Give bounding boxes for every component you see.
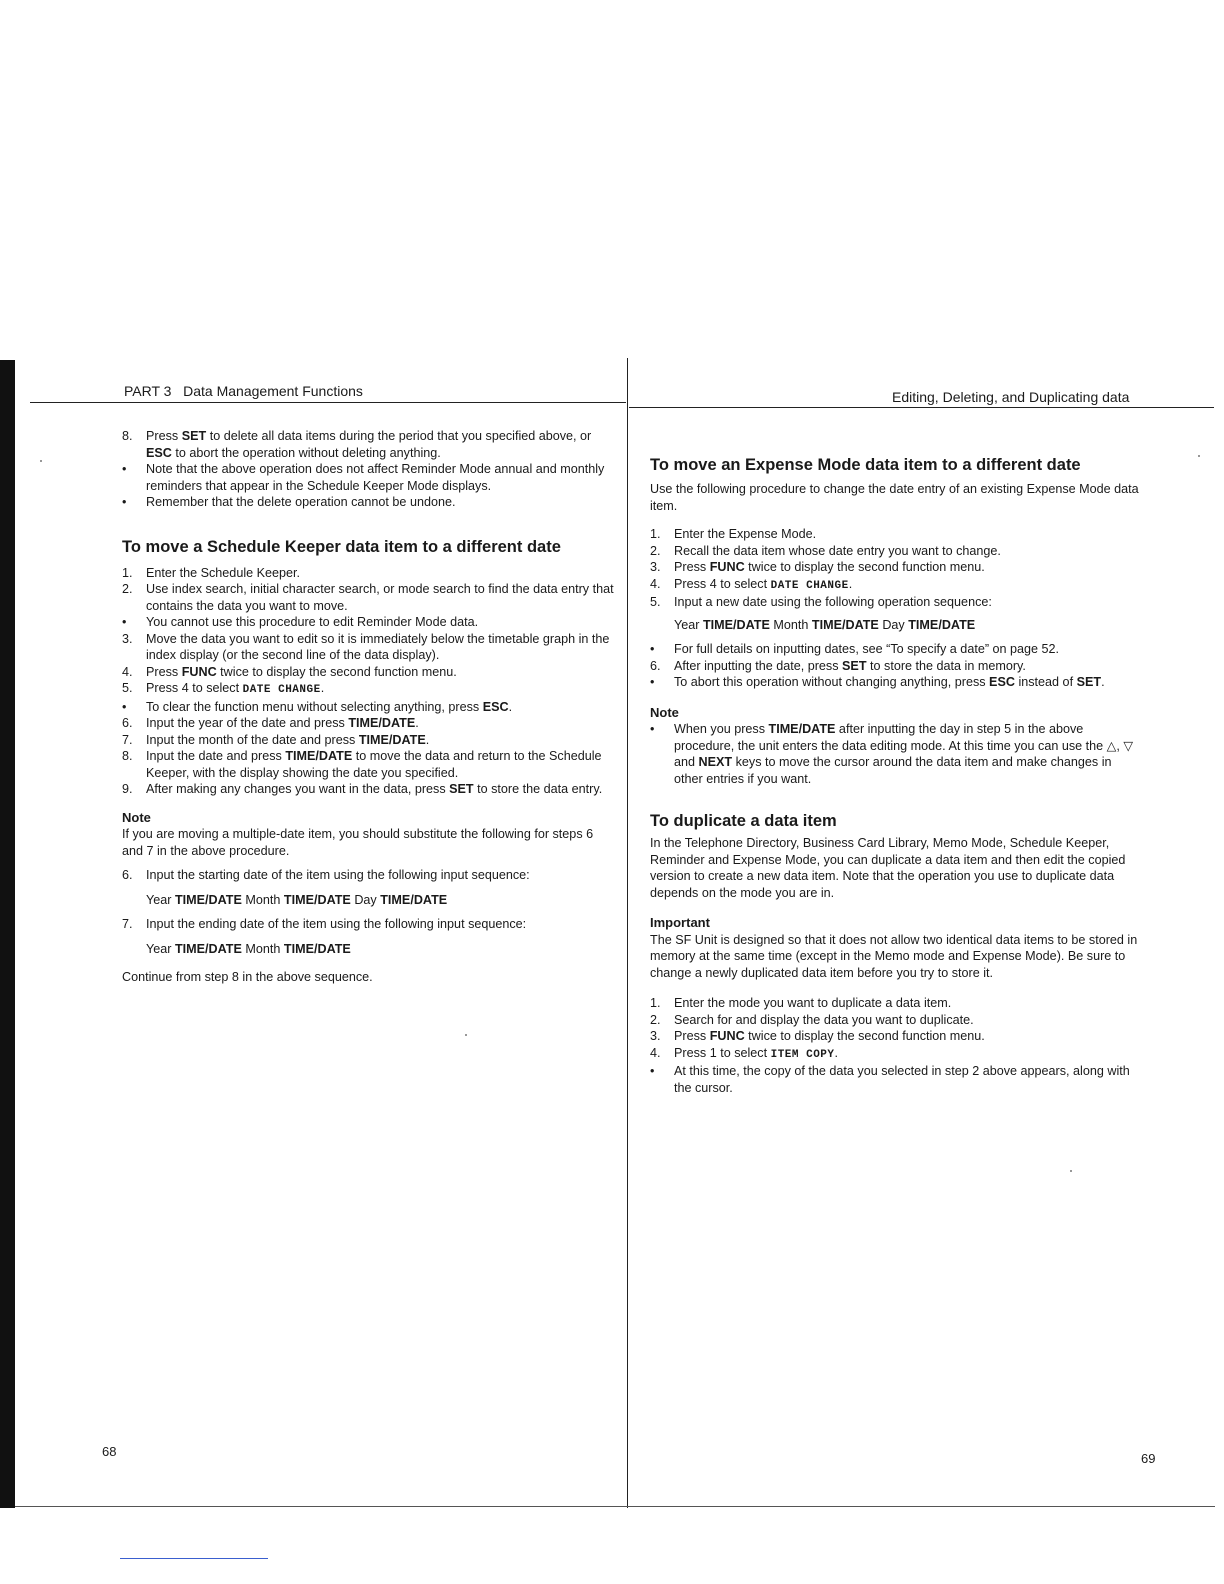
list-marker: 1. bbox=[650, 527, 661, 541]
item-text: Press SET to delete all data items during the period that you specified above, or ESC to abort the operation without deleting anything. bbox=[146, 429, 592, 460]
list-marker: 2. bbox=[650, 543, 661, 558]
step-item bbox=[650, 1012, 1142, 1029]
list-marker: • bbox=[122, 462, 127, 476]
step-item bbox=[122, 732, 616, 749]
list-marker: 3. bbox=[122, 631, 133, 646]
duplicate-steps bbox=[650, 995, 1142, 1096]
expense-intro: Use the following procedure to change the date entry of an existing Expense Mode data item. bbox=[650, 482, 1139, 513]
item-text: When you press TIME/DATE after inputting the day in step 5 in the above procedure, the unit enters the data editing mode. At this time you can use the △, ▽ and NEXT keys to move the cursor around the data item and make changes in other entries if you want. bbox=[674, 722, 1134, 786]
item-text: Input a new date using the following operation sequence: bbox=[674, 595, 992, 609]
list-marker: 3. bbox=[650, 560, 661, 574]
list-marker: 5. bbox=[122, 681, 133, 695]
item-text: Press FUNC twice to display the second function menu. bbox=[674, 1029, 985, 1043]
item-text: Search for and display the data you want to duplicate. bbox=[674, 1012, 974, 1027]
list-marker: • bbox=[650, 675, 655, 689]
note-heading: Note bbox=[122, 809, 151, 825]
step-item bbox=[122, 631, 616, 664]
expense-sequence: Year TIME/DATE Month TIME/DATE Day TIME/DATE bbox=[674, 617, 976, 632]
input-sequence: Year TIME/DATE Month TIME/DATE bbox=[146, 941, 351, 956]
left-page-number: 68 bbox=[102, 1444, 117, 1459]
item-text: Input the date and press TIME/DATE to move the data and return to the Schedule Keeper, with the display showing the date you specified. bbox=[146, 749, 602, 780]
item-text: After inputting the date, press SET to store the data in memory. bbox=[674, 658, 1026, 673]
list-marker: 6. bbox=[122, 868, 133, 882]
right-running-header: Editing, Deleting, and Duplicating data bbox=[892, 389, 1130, 405]
item-text: Remember that the delete operation cannot be undone. bbox=[146, 495, 456, 509]
expense-steps-continued bbox=[650, 641, 1142, 691]
item-text: Enter the Expense Mode. bbox=[674, 527, 817, 541]
step-item bbox=[122, 781, 616, 798]
list-marker: 8. bbox=[122, 749, 133, 763]
bullet-item bbox=[122, 461, 616, 494]
important-text: The SF Unit is designed so that it does not allow two identical data items to be stored in memory at the same time (except in the Memo mode and Expense Mode). Be sure to change a newly duplicated data item before you try to store it. bbox=[650, 932, 1138, 980]
section-title: To move a Schedule Keeper data item to a different date bbox=[122, 537, 561, 556]
step-item bbox=[650, 658, 1142, 675]
duplicate-intro: In the Telephone Directory, Business Card Library, Memo Mode, Schedule Keeper, Reminder and Expense Mode, you can duplicate a data item and then edit the copied version to create a new data item. Note that the operation you use to duplicate data depends on the mode you are in. bbox=[650, 836, 1126, 900]
list-marker: • bbox=[122, 615, 127, 629]
step-item bbox=[122, 581, 616, 614]
item-text: For full details on inputting dates, see “To specify a date” on page 52. bbox=[674, 642, 1060, 656]
scan-speck bbox=[40, 460, 42, 462]
item-text: To clear the function menu without selecting anything, press ESC. bbox=[146, 699, 513, 714]
step-item bbox=[650, 559, 1142, 576]
list-marker: 5. bbox=[650, 595, 661, 609]
right-column-content bbox=[650, 455, 1142, 1096]
section-steps bbox=[122, 565, 616, 798]
list-marker: • bbox=[650, 642, 655, 656]
right-header-rule bbox=[629, 407, 1214, 408]
item-text: Input the year of the date and press TIME/DATE. bbox=[146, 716, 419, 730]
list-marker: 1. bbox=[650, 996, 661, 1010]
step-item bbox=[122, 715, 616, 732]
item-text: Use index search, initial character search, or mode search to find the data entry that contains the data you want to move. bbox=[146, 582, 614, 613]
input-sequence: Year TIME/DATE Month TIME/DATE Day TIME/DATE bbox=[146, 892, 448, 907]
expense-note-items bbox=[650, 721, 1142, 787]
step-item bbox=[122, 748, 616, 781]
list-marker: 1. bbox=[122, 565, 133, 580]
item-text: Input the month of the date and press TIME/DATE. bbox=[146, 732, 430, 747]
list-marker: 4. bbox=[650, 576, 661, 591]
part-title: Data Management Functions bbox=[183, 383, 363, 399]
item-text: Press 4 to select DATE CHANGE. bbox=[674, 576, 853, 592]
continue-text: Continue from step 8 in the above sequence. bbox=[122, 970, 373, 984]
item-text: Enter the mode you want to duplicate a data item. bbox=[674, 996, 952, 1010]
scan-speck bbox=[1198, 455, 1200, 457]
left-column bbox=[122, 428, 616, 986]
item-text: Recall the data item whose date entry you want to change. bbox=[674, 543, 1001, 558]
step-item bbox=[650, 594, 1142, 611]
step-item bbox=[650, 543, 1142, 560]
list-marker: 4. bbox=[122, 664, 133, 679]
item-text: Input the ending date of the item using the following input sequence: bbox=[146, 917, 527, 931]
expense-section-title: To move an Expense Mode data item to a different date bbox=[650, 456, 1081, 474]
step-item bbox=[122, 680, 616, 699]
item-text: Press FUNC twice to display the second function menu. bbox=[146, 664, 457, 679]
scan-speck bbox=[1070, 1170, 1072, 1172]
item-text: Press FUNC twice to display the second function menu. bbox=[674, 560, 985, 574]
list-marker: 2. bbox=[122, 582, 133, 596]
item-text: After making any changes you want in the data, press SET to store the data entry. bbox=[146, 782, 603, 796]
step-item bbox=[122, 428, 616, 461]
list-marker: • bbox=[650, 722, 655, 736]
step-item bbox=[122, 664, 616, 681]
item-text: Press 1 to select ITEM COPY. bbox=[674, 1045, 839, 1061]
item-text: Input the starting date of the item using the following input sequence: bbox=[146, 868, 530, 882]
list-marker: • bbox=[122, 699, 127, 714]
substitute-steps bbox=[122, 867, 616, 957]
list-marker: 7. bbox=[122, 732, 133, 747]
item-text: Note that the above operation does not affect Reminder Mode annual and monthly reminders that appear in the Schedule Keeper Mode displays. bbox=[146, 462, 605, 493]
step-item bbox=[650, 1028, 1142, 1045]
right-page-number: 69 bbox=[1141, 1451, 1156, 1466]
scan-edge-shadow bbox=[0, 360, 15, 1508]
list-marker: 6. bbox=[122, 716, 133, 730]
intro-steps bbox=[122, 428, 616, 511]
item-text: Press 4 to select DATE CHANGE. bbox=[146, 681, 325, 696]
item-text: You cannot use this procedure to edit Reminder Mode data. bbox=[146, 615, 479, 629]
item-text: Move the data you want to edit so it is immediately below the timetable graph in the index display (or the second line of the data display). bbox=[146, 631, 610, 662]
list-marker: 4. bbox=[650, 1045, 661, 1060]
list-marker: 2. bbox=[650, 1012, 661, 1027]
list-marker: 9. bbox=[122, 782, 133, 796]
item-text: At this time, the copy of the data you selected in step 2 above appears, along with the cursor. bbox=[674, 1064, 1130, 1095]
part-label: PART 3 bbox=[124, 383, 172, 399]
list-marker: 3. bbox=[650, 1029, 661, 1043]
important-heading: Important bbox=[650, 915, 710, 930]
expense-steps bbox=[650, 526, 1142, 611]
list-marker: • bbox=[650, 1064, 655, 1078]
note-text: If you are moving a multiple-date item, you should substitute the following for steps 6 and 7 in the above procedure. bbox=[122, 827, 594, 858]
list-marker: 6. bbox=[650, 658, 661, 673]
bullet-item bbox=[122, 699, 616, 716]
expense-note-heading: Note bbox=[650, 704, 679, 720]
step-item bbox=[122, 916, 616, 933]
bottom-corner-mark bbox=[120, 1558, 268, 1559]
left-header-rule bbox=[30, 402, 626, 403]
list-marker: • bbox=[122, 495, 127, 509]
bullet-item bbox=[122, 614, 616, 631]
step-item bbox=[650, 1045, 1142, 1064]
item-text: Enter the Schedule Keeper. bbox=[146, 565, 301, 580]
list-marker: 8. bbox=[122, 429, 133, 443]
bullet-item bbox=[650, 1063, 1142, 1096]
scan-speck bbox=[465, 1034, 467, 1036]
list-marker: 7. bbox=[122, 917, 133, 931]
bullet-item bbox=[650, 641, 1142, 658]
step-item bbox=[650, 995, 1142, 1012]
step-item bbox=[650, 526, 1142, 543]
bullet-item bbox=[122, 494, 616, 511]
bullet-item bbox=[650, 721, 1142, 787]
duplicate-section-title: To duplicate a data item bbox=[650, 812, 837, 830]
item-text: To abort this operation without changing anything, press ESC instead of SET. bbox=[674, 675, 1105, 689]
step-item bbox=[122, 565, 616, 582]
bullet-item bbox=[650, 674, 1142, 691]
left-running-header bbox=[124, 383, 363, 399]
step-item bbox=[650, 576, 1142, 595]
step-item bbox=[122, 867, 616, 884]
center-gutter-line bbox=[627, 358, 628, 1508]
bottom-rule bbox=[15, 1506, 1215, 1507]
